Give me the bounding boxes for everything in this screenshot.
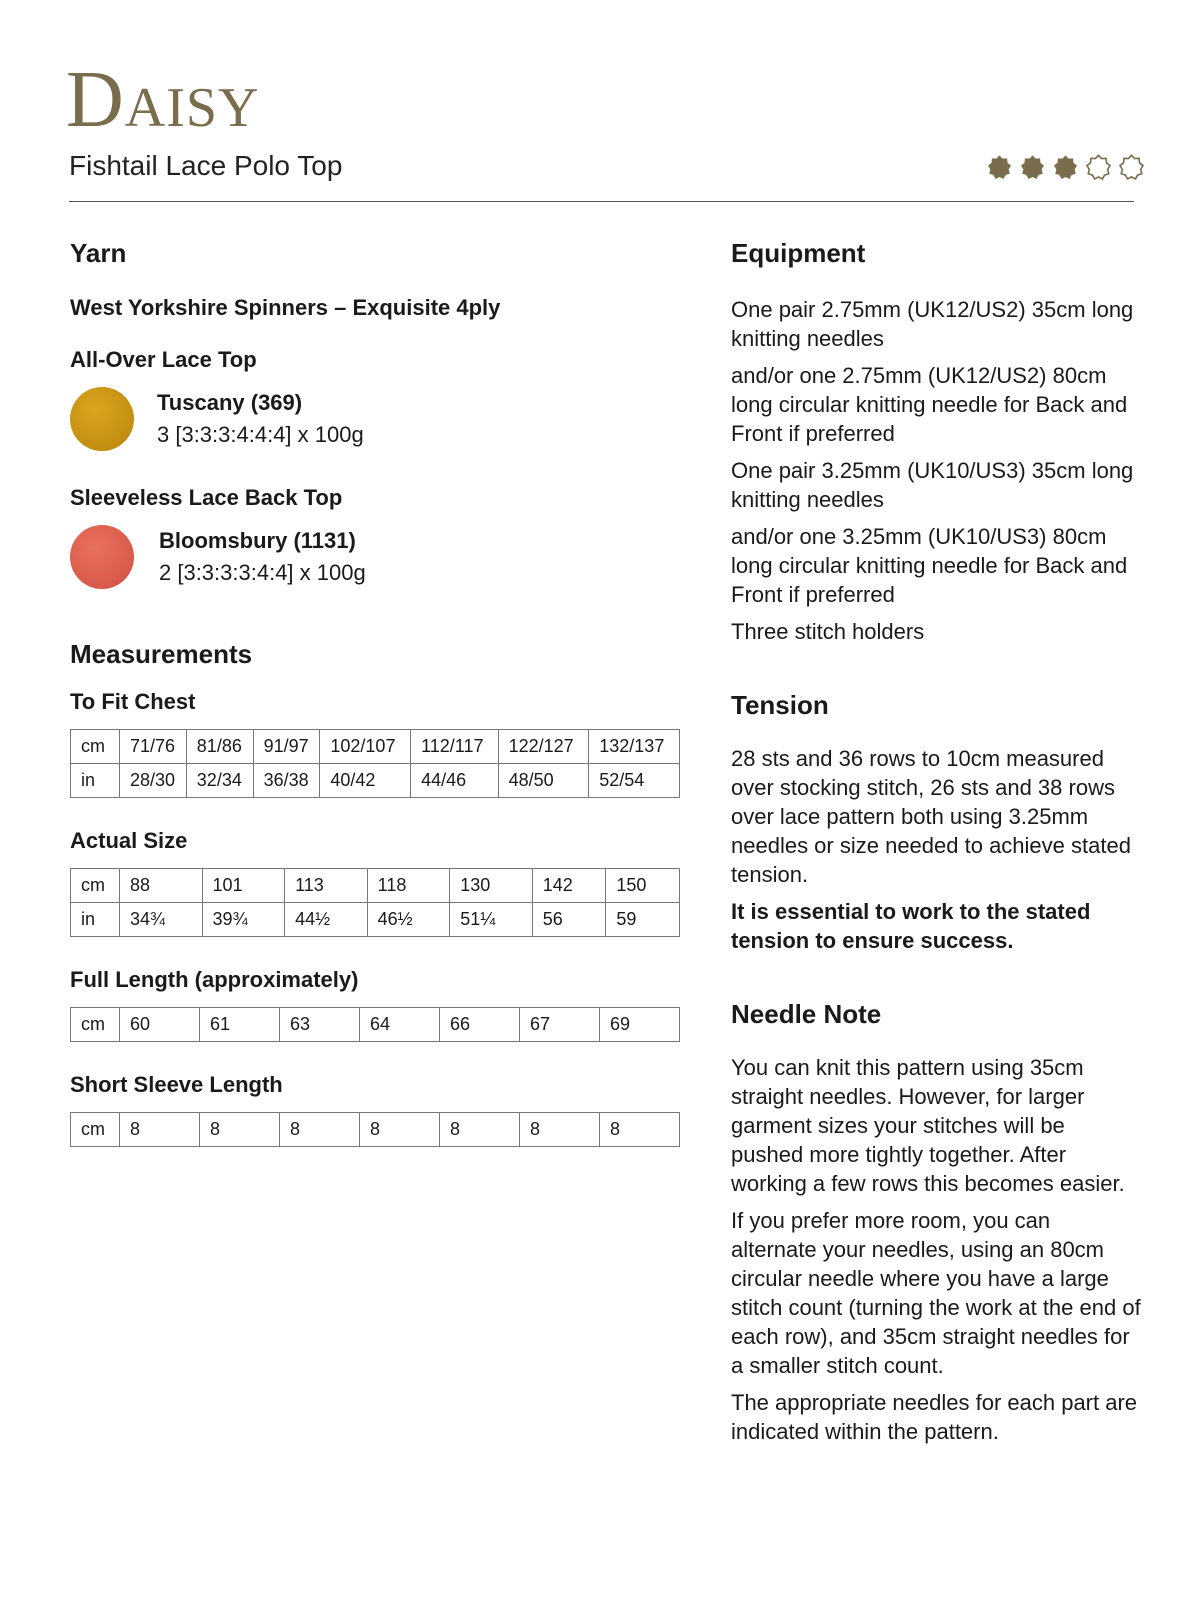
table-cell: 40/42 — [320, 764, 411, 798]
equipment-item: and/or one 3.25mm (UK10/US3) 80cm long circular knitting needle for Back and Front if preferred — [731, 524, 1128, 607]
needle-note-paragraph: You can knit this pattern using 35cm straight needles. However, for larger garment sizes your stitches will be pushed more tightly together. After working a few rows this becomes easier. — [731, 1055, 1125, 1196]
needle-note-heading: Needle Note — [731, 999, 882, 1029]
table-row — [71, 1008, 680, 1042]
yarn-variant — [70, 525, 680, 589]
difficulty-empty-icon — [1085, 154, 1112, 181]
yarn-section — [70, 236, 680, 589]
tension-heading: Tension — [731, 690, 829, 720]
full-length-table — [70, 1007, 680, 1042]
needle-note-section — [731, 997, 1141, 1446]
colour-name: Tuscany (369) — [157, 390, 303, 415]
table-cell: 102/107 — [320, 730, 411, 764]
table-cell: 101 — [202, 869, 285, 903]
needle-note-paragraph: If you prefer more room, you can alternate your needles, using an 80cm circular needle where you have a large stitch count (turning the work at the end of each row), and 35cm straight needles for a smaller stitch count. — [731, 1208, 1141, 1378]
unit-cell: in — [71, 764, 120, 798]
table-cell: 132/137 — [589, 730, 680, 764]
table-cell: 44½ — [285, 903, 368, 937]
equipment-section — [731, 236, 1141, 646]
table-cell: 8 — [600, 1113, 680, 1147]
table-cell: 28/30 — [120, 764, 187, 798]
yarn-quantity: 2 [3:3:3:3:4:4] x 100g — [159, 560, 366, 585]
actual-size-table — [70, 868, 680, 937]
yarn-heading: Yarn — [70, 238, 127, 268]
variant-label: All-Over Lace Top — [70, 347, 257, 372]
difficulty-filled-icon — [986, 154, 1013, 181]
table-cell: 44/46 — [411, 764, 499, 798]
table-title: Actual Size — [70, 828, 188, 853]
table-title: Short Sleeve Length — [70, 1072, 283, 1097]
table-cell: 8 — [200, 1113, 280, 1147]
table-cell: 67 — [520, 1008, 600, 1042]
table-cell: 88 — [120, 869, 203, 903]
table-cell: 32/34 — [186, 764, 253, 798]
table-cell: 60 — [120, 1008, 200, 1042]
table-cell: 59 — [606, 903, 680, 937]
table-cell: 61 — [200, 1008, 280, 1042]
table-cell: 150 — [606, 869, 680, 903]
table-cell: 69 — [600, 1008, 680, 1042]
yarn-name: West Yorkshire Spinners – Exquisite 4ply — [70, 295, 501, 320]
left-column — [70, 236, 680, 1147]
table-cell: 36/38 — [253, 764, 320, 798]
equipment-item: One pair 2.75mm (UK12/US2) 35cm long knitting needles — [731, 297, 1134, 351]
yarn-swatch-bloomsbury — [70, 525, 134, 589]
table-cell: 8 — [520, 1113, 600, 1147]
table-cell: 56 — [532, 903, 606, 937]
table-cell: 34¾ — [120, 903, 203, 937]
table-row — [71, 730, 680, 764]
table-cell: 39¾ — [202, 903, 285, 937]
table-cell: 64 — [360, 1008, 440, 1042]
table-cell: 113 — [285, 869, 368, 903]
table-cell: 8 — [360, 1113, 440, 1147]
measurements-section — [70, 637, 680, 1147]
table-cell: 91/97 — [253, 730, 320, 764]
table-cell: 130 — [450, 869, 533, 903]
table-cell: 51¼ — [450, 903, 533, 937]
short-sleeve-length-table — [70, 1112, 680, 1147]
table-row — [71, 1113, 680, 1147]
yarn-quantity: 3 [3:3:3:4:4:4] x 100g — [157, 422, 364, 447]
variant-label: Sleeveless Lace Back Top — [70, 485, 343, 510]
unit-cell: in — [71, 903, 120, 937]
difficulty-empty-icon — [1118, 154, 1145, 181]
yarn-variant — [70, 387, 680, 451]
equipment-item: Three stitch holders — [731, 619, 925, 644]
tension-text: 28 sts and 36 rows to 10cm measured over stocking stitch, 26 sts and 38 rows over lace pattern both using 3.25mm needles or size needed to achieve stated tension. — [731, 746, 1131, 887]
table-cell: 8 — [120, 1113, 200, 1147]
tension-section — [731, 688, 1141, 955]
measurements-heading: Measurements — [70, 639, 253, 669]
table-row — [71, 869, 680, 903]
table-cell: 71/76 — [120, 730, 187, 764]
table-cell: 66 — [440, 1008, 520, 1042]
unit-cell: cm — [71, 1113, 120, 1147]
unit-cell: cm — [71, 869, 120, 903]
table-cell: 122/127 — [498, 730, 589, 764]
right-column — [731, 236, 1141, 1446]
table-title: Full Length (approximately) — [70, 967, 359, 992]
pattern-title: Fishtail Lace Polo Top — [69, 150, 343, 181]
tension-emphasis: It is essential to work to the stated tension to ensure success. — [731, 899, 1091, 953]
table-cell: 46½ — [367, 903, 450, 937]
table-cell: 81/86 — [186, 730, 253, 764]
equipment-heading: Equipment — [731, 238, 866, 268]
difficulty-rating — [986, 154, 1145, 181]
table-cell: 52/54 — [589, 764, 680, 798]
colour-name: Bloomsbury (1131) — [159, 528, 356, 553]
unit-cell: cm — [71, 730, 120, 764]
table-cell: 142 — [532, 869, 606, 903]
difficulty-filled-icon — [1052, 154, 1079, 181]
table-cell: 118 — [367, 869, 450, 903]
table-row — [71, 903, 680, 937]
equipment-item: and/or one 2.75mm (UK12/US2) 80cm long circular knitting needle for Back and Front if preferred — [731, 363, 1128, 446]
table-cell: 48/50 — [498, 764, 589, 798]
needle-note-paragraph: The appropriate needles for each part are indicated within the pattern. — [731, 1390, 1138, 1444]
unit-cell: cm — [71, 1008, 120, 1042]
table-row — [71, 764, 680, 798]
header-divider — [69, 201, 1134, 202]
equipment-item: One pair 3.25mm (UK10/US3) 35cm long knitting needles — [731, 458, 1134, 512]
table-cell: 63 — [280, 1008, 360, 1042]
table-cell: 8 — [440, 1113, 520, 1147]
to-fit-chest-table — [70, 729, 680, 798]
table-cell: 8 — [280, 1113, 360, 1147]
difficulty-filled-icon — [1019, 154, 1046, 181]
yarn-swatch-tuscany — [70, 387, 134, 451]
table-title: To Fit Chest — [70, 689, 196, 714]
table-cell: 112/117 — [411, 730, 499, 764]
brand-logo: Daisy — [66, 56, 260, 144]
